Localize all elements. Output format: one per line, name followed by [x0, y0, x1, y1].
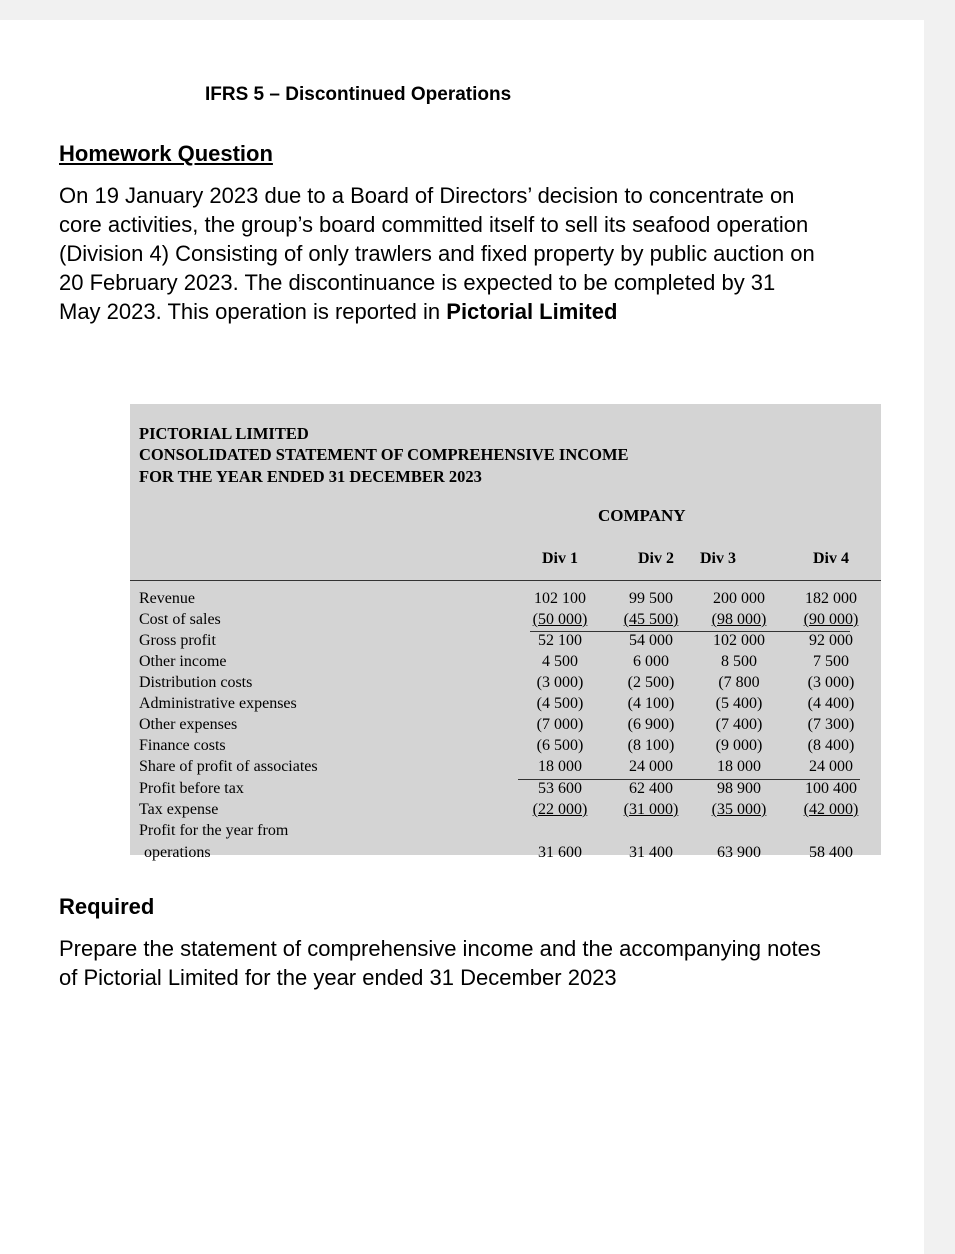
row-value-div-4: (8 400)	[807, 737, 855, 754]
row-value-div-3: 200 000	[713, 590, 765, 607]
row-label: Distribution costs	[139, 674, 253, 691]
row-value-div-1: (4 500)	[536, 695, 584, 712]
row-value-div-2: (8 100)	[627, 737, 675, 754]
row-label: Gross profit	[139, 632, 216, 649]
row-label: operations	[144, 844, 211, 861]
row-value-div-1: (22 000)	[532, 801, 588, 818]
row-value-div-2: 62 400	[629, 780, 673, 797]
statement-period: FOR THE YEAR ENDED 31 DECEMBER 2023	[139, 467, 482, 486]
subtotal-rule	[518, 779, 860, 780]
row-value-div-3: (5 400)	[715, 695, 763, 712]
row-value-div-1: 18 000	[538, 758, 582, 775]
row-value-div-3: (7 800	[718, 674, 760, 691]
row-value-div-2: (45 500)	[623, 611, 679, 628]
row-value-div-1: (50 000)	[532, 611, 588, 628]
row-value-div-1: 4 500	[542, 653, 578, 670]
row-label: Finance costs	[139, 737, 226, 754]
column-header-div-1: Div 1	[542, 550, 578, 567]
column-header-div-2: Div 2	[638, 550, 674, 567]
column-header-div-3: Div 3	[700, 550, 736, 567]
column-header-div-4: Div 4	[813, 550, 849, 567]
income-statement-table	[130, 404, 881, 861]
question-text: On 19 January 2023 due to a Board of Directors’ decision to concentrate on core activities, the group’s board committed itself to sell its seafood operation (Division 4) Consisting of only trawlers and fixed property by public auction on 20 February 2023. The discontinuance is expected to be completed by 31 May 2023. This operation is reported in	[59, 183, 815, 324]
row-value-div-1: 31 600	[538, 844, 582, 861]
row-value-div-4: 92 000	[809, 632, 853, 649]
row-value-div-1: 53 600	[538, 780, 582, 797]
row-value-div-3: (35 000)	[711, 801, 767, 818]
row-value-div-3: (98 000)	[711, 611, 767, 628]
row-value-div-1: (6 500)	[536, 737, 584, 754]
row-label: Other income	[139, 653, 227, 670]
row-value-div-3: 18 000	[717, 758, 761, 775]
row-value-div-2: (31 000)	[623, 801, 679, 818]
row-value-div-3: (7 400)	[715, 716, 763, 733]
row-value-div-2: (4 100)	[627, 695, 675, 712]
required-heading: Required	[59, 894, 155, 919]
statement-company-name: PICTORIAL LIMITED	[139, 424, 309, 443]
row-value-div-2: 6 000	[633, 653, 669, 670]
document-page	[0, 20, 924, 1254]
header-rule	[130, 580, 881, 581]
row-value-div-1: 102 100	[534, 590, 586, 607]
row-value-div-3: 8 500	[721, 653, 757, 670]
row-label: Share of profit of associates	[139, 758, 318, 775]
row-value-div-3: 98 900	[717, 780, 761, 797]
row-value-div-4: (42 000)	[803, 801, 859, 818]
row-value-div-4: 24 000	[809, 758, 853, 775]
row-value-div-2: 99 500	[629, 590, 673, 607]
row-value-div-4: 182 000	[805, 590, 857, 607]
row-value-div-3: 102 000	[713, 632, 765, 649]
question-company-name: Pictorial Limited	[446, 299, 618, 324]
row-value-div-4: 58 400	[809, 844, 853, 861]
row-value-div-4: (90 000)	[803, 611, 859, 628]
question-paragraph	[59, 181, 819, 326]
company-header: COMPANY	[598, 506, 686, 525]
row-label: Cost of sales	[139, 611, 221, 628]
document-title: IFRS 5 – Discontinued Operations	[205, 84, 512, 105]
row-label: Administrative expenses	[139, 695, 297, 712]
row-value-div-4: (7 300)	[807, 716, 855, 733]
row-value-div-3: (9 000)	[715, 737, 763, 754]
row-value-div-1: (7 000)	[536, 716, 584, 733]
row-value-div-4: (3 000)	[807, 674, 855, 691]
scrollbar[interactable]	[924, 0, 955, 1254]
row-value-div-4: 100 400	[805, 780, 857, 797]
homework-heading: Homework Question	[59, 141, 273, 166]
row-value-div-2: 31 400	[629, 844, 673, 861]
statement-title: CONSOLIDATED STATEMENT OF COMPREHENSIVE INCOME	[139, 445, 629, 464]
row-label: Tax expense	[139, 801, 219, 818]
subtotal-rule	[530, 631, 850, 632]
row-label: Other expenses	[139, 716, 238, 733]
row-value-div-1: 52 100	[538, 632, 582, 649]
row-value-div-4: 7 500	[813, 653, 849, 670]
row-value-div-2: 24 000	[629, 758, 673, 775]
required-text: Prepare the statement of comprehensive income and the accompanying notes of Pictorial Limited for the year ended 31 December 2023	[59, 936, 821, 990]
row-value-div-3: 63 900	[717, 844, 761, 861]
row-label: Profit before tax	[139, 780, 244, 797]
row-label: Revenue	[139, 590, 195, 607]
row-value-div-2: (2 500)	[627, 674, 675, 691]
row-label: Profit for the year from	[139, 822, 289, 839]
row-value-div-2: 54 000	[629, 632, 673, 649]
row-value-div-4: (4 400)	[807, 695, 855, 712]
row-value-div-2: (6 900)	[627, 716, 675, 733]
row-value-div-1: (3 000)	[536, 674, 584, 691]
